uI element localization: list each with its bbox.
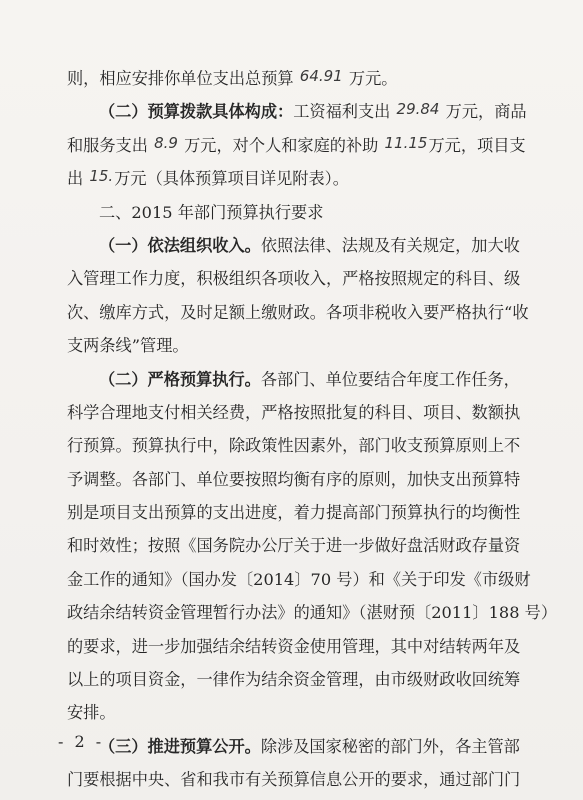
handwritten-amount: 29.84 [396, 100, 440, 119]
text-line [67, 162, 519, 195]
text-segment: 万元，项目支 [428, 135, 526, 155]
text-line [67, 196, 519, 229]
text-segment: 予调整。各部门、单位要按照均衡有序的原则，加快支出预算特 [67, 469, 521, 489]
text-segment: 行预算。预算执行中，除政策性因素外，部门收支预算原则上不 [67, 436, 521, 456]
text-segment: 则，相应安排你单位支出总预算 [67, 69, 299, 88]
text-segment: 万元，商品 [440, 102, 527, 122]
text-segment: 万元。 [343, 69, 398, 88]
text-line [67, 563, 531, 596]
text-line [67, 730, 519, 763]
text-segment: 依照法律、法规及有关规定，加大收 [260, 235, 520, 255]
text-segment: 和时效性；按照《国务院办公厅关于进一步做好盘活财政存量资 [67, 536, 521, 556]
handwritten-amount: 64.91 [299, 67, 343, 85]
text-line [67, 496, 519, 529]
text-line [67, 95, 527, 128]
text-segment: 金工作的通知》（国办发〔2014〕70 号）和《关于印发《市级财 [67, 569, 531, 589]
section-heading: （三）推进预算公开。 [99, 736, 261, 756]
text-line [67, 396, 519, 429]
text-line [67, 329, 519, 362]
text-segment: 科学合理地支付相关经费，严格按照批复的科目、项目、数额执 [67, 402, 521, 422]
text-segment: 和服务支出 [67, 135, 154, 155]
text-line [67, 663, 519, 696]
handwritten-amount: 15. [89, 167, 114, 186]
handwritten-amount: 11.15 [384, 133, 428, 152]
text-line [67, 129, 526, 162]
text-segment: 安排。 [67, 703, 116, 723]
text-line [67, 229, 519, 262]
document-body [67, 62, 558, 797]
text-line [67, 463, 519, 496]
text-segment: 出 [67, 169, 89, 189]
text-line [67, 529, 519, 562]
text-line [67, 630, 519, 663]
text-line [67, 363, 519, 396]
text-line [67, 596, 558, 629]
section-heading: （二）预算拨款具体构成： [99, 102, 294, 122]
text-line [67, 429, 519, 462]
text-segment: 的要求，进一步加强结余结转资金使用管理，其中对结转两年及 [67, 636, 521, 656]
text-segment: 除涉及国家秘密的部门外，各主管部 [260, 736, 520, 756]
text-segment: 入管理工作力度，积极组织各项收入，严格按照规定的科目、级 [67, 269, 521, 289]
handwritten-amount: 8.9 [154, 133, 178, 152]
text-line [67, 262, 519, 295]
text-segment: 万元，对个人和家庭的补助 [178, 135, 384, 155]
text-line [67, 696, 519, 729]
page-number: - 2 - [58, 732, 105, 751]
text-segment: 工资福利支出 [293, 102, 396, 122]
text-segment: 支两条线”管理。 [67, 336, 189, 356]
section-heading: （二）严格预算执行。 [99, 369, 261, 389]
text-line [67, 763, 519, 796]
text-segment: 次、缴库方式，及时足额上缴财政。各项非税收入要严格执行“收 [67, 302, 529, 322]
text-segment: 万元（具体预算项目详见附表）。 [114, 169, 349, 189]
text-segment: 政结余结转资金管理暂行办法》的通知》（湛财预〔2011〕188 号） [67, 603, 558, 623]
text-line [67, 296, 529, 329]
text-segment: 门要根据中央、省和我市有关预算信息公开的要求，通过部门门 [67, 770, 521, 790]
text-segment: 二、2015 年部门预算执行要求 [99, 202, 324, 222]
section-heading: （一）依法组织收入。 [99, 235, 261, 255]
text-segment: 以上的项目资金，一律作为结余资金管理，由市级财政收回统筹 [67, 670, 521, 690]
text-segment: 各部门、单位要结合年度工作任务， [260, 369, 520, 389]
text-segment: 别是项目支出预算的支出进度，着力提高部门预算执行的均衡性 [67, 503, 521, 523]
text-line [67, 62, 519, 95]
